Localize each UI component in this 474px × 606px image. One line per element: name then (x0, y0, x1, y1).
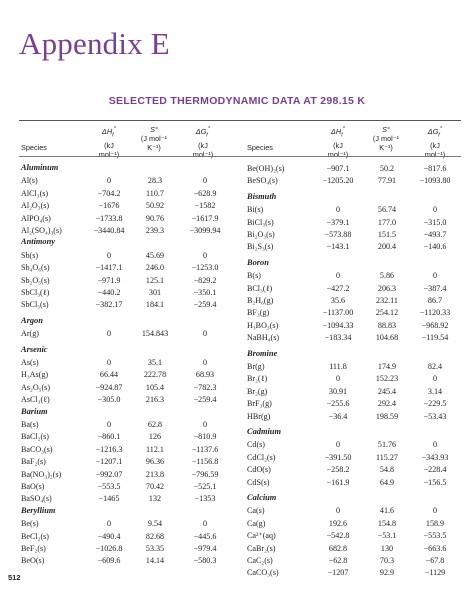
species-cell: BaCl₂(s) (21, 432, 50, 442)
section-title: SELECTED THERMODYNAMIC DATA AT 298.15 K (108, 95, 366, 107)
dh-cell: −1465 (98, 494, 120, 504)
dg-cell: 0 (202, 250, 208, 260)
dh-cell: −971.9 (97, 275, 121, 285)
group-heading: Aluminum (21, 163, 59, 172)
s-cell: 9.54 (147, 519, 163, 529)
dh-cell: −1094.33 (322, 320, 354, 330)
dh-cell: −1733.8 (95, 213, 123, 223)
table-row (247, 386, 461, 398)
dh-cell: −161.9 (326, 477, 350, 487)
table-row (247, 163, 461, 175)
dg-cell: −1137.6 (191, 444, 219, 454)
s-cell: 301 (148, 288, 162, 297)
dh-cell: −1417.1 (95, 263, 123, 273)
table-row (21, 213, 231, 225)
table-row (21, 431, 231, 443)
table-row (21, 419, 231, 431)
dg-cell: 0 (202, 519, 208, 529)
table-row (21, 382, 231, 394)
species-cell: BaCO₃(s) (21, 444, 53, 454)
s-cell: 50.2 (379, 164, 395, 173)
s-cell: 104.68 (375, 333, 399, 343)
dg-cell: −1582 (194, 201, 216, 211)
dg-cell: −156.5 (423, 477, 447, 487)
s-cell: 254.12 (375, 308, 399, 318)
dg-cell: 68.93 (195, 370, 215, 380)
s-cell: 5.86 (379, 271, 395, 281)
header-bottom-rule (19, 156, 461, 157)
table-row (247, 361, 461, 373)
s-cell: 154.843 (141, 329, 169, 339)
table-row (21, 469, 231, 481)
s-cell: 154.8 (377, 518, 397, 528)
dh-cell: 682.8 (328, 543, 348, 553)
s-cell: 292.4 (377, 399, 397, 409)
species-cell: Sb₄O₆(s) (21, 263, 50, 273)
s-cell: 105.4 (145, 382, 165, 392)
dh-cell: −704.2 (97, 188, 121, 198)
species-cell: AlPO₄(s) (21, 213, 51, 223)
dg-cell: −228.4 (423, 465, 447, 475)
dh-cell: −1216.3 (95, 444, 123, 454)
species-cell: Ca(s) (247, 506, 265, 516)
dg-cell: −1156.8 (191, 457, 219, 467)
dh-cell: −1205.20 (322, 176, 354, 186)
s-cell: 184.1 (145, 300, 165, 310)
dh-cell: 0 (106, 358, 112, 367)
table-row (21, 394, 231, 406)
s-cell: 90.76 (145, 213, 165, 223)
species-cell: CaBr₂(s) (247, 543, 276, 553)
species-cell: BeCl₂(s) (21, 531, 50, 541)
species-cell: Br₂(g) (247, 386, 268, 396)
s-cell: 126 (148, 432, 162, 442)
dg-cell: 0 (432, 440, 438, 450)
s-cell: 222.78 (143, 370, 167, 380)
s-cell: 198.59 (375, 411, 399, 421)
dh-cell: −609.6 (97, 556, 121, 566)
dg-cell: −817.6 (423, 164, 447, 173)
table-row (247, 270, 461, 282)
table-top-rule (19, 120, 461, 121)
species-cell: Al(s) (21, 176, 38, 186)
table-row (247, 518, 461, 530)
dh-header-left: $\Delta H_f^\circ$ (kJ mol⁻¹) (98, 126, 120, 159)
dg-header-right: $\Delta G_f^\circ$ (kJ mol⁻¹) (424, 126, 446, 159)
species-cell: BeF₂(s) (21, 544, 46, 553)
s-cell: 177.0 (377, 217, 397, 227)
table-row (21, 369, 231, 381)
dg-cell: −119.54 (421, 333, 449, 343)
dh-cell: −62.8 (328, 556, 348, 565)
species-cell: Br(g) (247, 362, 265, 371)
dh-cell: 0 (106, 420, 112, 429)
dg-cell: −663.6 (423, 543, 447, 553)
dh-cell: 0 (106, 176, 112, 186)
s-cell: 35.1 (147, 358, 163, 367)
table-row (21, 555, 231, 567)
species-cell: CdCl₂(s) (247, 452, 276, 462)
species-cell: Ba(NO₃)₂(s) (21, 469, 62, 479)
dh-cell: 0 (335, 205, 341, 215)
table-row (21, 543, 231, 555)
species-cell: Sb₂O₅(s) (21, 275, 50, 285)
s-cell: 88.83 (377, 320, 397, 330)
species-cell: BiCl₃(s) (247, 217, 274, 227)
dg-cell: −782.3 (193, 382, 217, 392)
dh-cell: 0 (106, 250, 112, 260)
table-row (247, 543, 461, 555)
dg-cell: −1353 (194, 494, 216, 504)
dg-cell: −968.92 (421, 320, 449, 330)
s-cell: 70.3 (379, 556, 395, 565)
species-cell: BeSO₄(s) (247, 176, 278, 186)
table-row (21, 493, 231, 505)
species-cell: As₂O₅(s) (21, 382, 51, 392)
dg-cell: −810.9 (193, 432, 217, 442)
group-heading: Argon (21, 315, 43, 325)
s-cell: 130 (380, 543, 394, 553)
dh-cell: 0 (106, 329, 112, 339)
dh-cell: 0 (335, 440, 341, 450)
species-cell: BF₃(g) (247, 308, 270, 318)
s-cell: 70.42 (145, 482, 165, 491)
dg-cell: −387.4 (423, 283, 447, 293)
species-cell: CaCO₃(s) (247, 568, 279, 578)
species-cell: Br₂(ℓ) (247, 374, 268, 384)
dg-cell: −3099.94 (189, 226, 221, 235)
table-row (247, 307, 461, 319)
table-row (247, 452, 461, 464)
dh-cell: −379.1 (326, 217, 350, 227)
page-number: 512 (8, 573, 21, 582)
table-row (21, 175, 231, 187)
species-cell: B(s) (247, 271, 261, 281)
s-cell: 174.9 (377, 362, 397, 371)
dh-cell: −258.2 (326, 465, 350, 475)
table-row (21, 200, 231, 212)
dh-cell: −1207 (327, 568, 349, 578)
dh-cell: −143.1 (326, 242, 350, 252)
dh-cell: −860.1 (97, 432, 121, 442)
s-cell: 151.5 (377, 230, 397, 239)
s-cell: 245.4 (377, 386, 397, 396)
table-row (247, 505, 461, 517)
species-cell: Bi₂S₃(s) (247, 242, 274, 252)
dh-cell: −1137.00 (322, 308, 354, 318)
dg-cell: −259.4 (193, 395, 217, 405)
group-heading: Arsenic (21, 344, 48, 354)
species-cell: BCl₃(ℓ) (247, 283, 273, 293)
dg-cell: 158.9 (425, 518, 445, 528)
group-heading: Boron (247, 257, 269, 267)
species-cell: Ca²⁺(aq) (247, 531, 276, 541)
s-cell: 53.35 (145, 544, 165, 553)
s-cell: 51.76 (377, 440, 397, 450)
dh-cell: −1026.8 (95, 544, 123, 553)
table-row (247, 217, 461, 229)
dg-cell: 86.7 (427, 296, 443, 305)
dg-cell: −350.1 (193, 288, 217, 297)
table-row (21, 328, 231, 340)
s-cell: 239.3 (145, 226, 165, 235)
table-row (21, 275, 231, 287)
dg-cell: −628.9 (193, 188, 217, 198)
species-cell: CdO(s) (247, 465, 271, 475)
dg-cell: −525.1 (193, 482, 217, 491)
s-cell: 246.0 (145, 263, 165, 273)
table-row (247, 411, 461, 423)
s-cell: 112.1 (146, 444, 164, 454)
table-row (247, 241, 461, 253)
dh-cell: −924.87 (95, 382, 123, 392)
species-cell: As(s) (21, 358, 39, 367)
dg-cell: −796.59 (191, 469, 219, 479)
s-cell: 200.4 (377, 242, 397, 252)
species-header-right: Species (247, 143, 273, 152)
table-row (21, 250, 231, 262)
s-cell: 152.23 (375, 374, 399, 384)
s-cell: 110.7 (146, 188, 164, 198)
table-row (21, 299, 231, 311)
dg-cell: 0 (432, 205, 438, 215)
s-cell: 213.8 (145, 469, 165, 479)
dg-cell: 0 (432, 506, 438, 516)
dh-cell: −542.8 (326, 531, 350, 541)
s-cell: 77.91 (377, 176, 397, 186)
species-cell: BrF₃(g) (247, 399, 272, 409)
table-row (21, 262, 231, 274)
dh-cell: −427.2 (326, 283, 350, 293)
s-header-right: S° (J mol⁻¹ K⁻¹) (372, 125, 400, 152)
species-cell: Bi₂O₃(s) (247, 230, 275, 239)
group-heading: Beryllium (21, 505, 56, 515)
s-header-left: S° (J mol⁻¹ K⁻¹) (140, 125, 168, 152)
species-cell: SbCl₃(ℓ) (21, 288, 50, 297)
s-cell: 64.9 (379, 477, 395, 487)
dg-cell: 3.14 (427, 386, 443, 396)
dg-cell: −445.6 (193, 531, 217, 541)
s-cell: 92.9 (379, 568, 395, 578)
dh-cell: −305.0 (97, 395, 121, 405)
table-row (247, 175, 461, 187)
s-cell: 125.1 (145, 275, 165, 285)
group-heading: Calcium (247, 493, 277, 502)
species-cell: BaSO₄(s) (21, 494, 52, 504)
species-cell: Cd(s) (247, 440, 265, 450)
table-row (247, 373, 461, 385)
dg-cell: −1093.80 (419, 176, 451, 186)
dh-cell: −382.17 (95, 300, 123, 310)
species-cell: Ba(s) (21, 420, 39, 429)
s-cell: 132 (148, 494, 162, 504)
species-cell: BeO(s) (21, 556, 45, 566)
s-cell: 14.14 (145, 556, 165, 566)
dg-cell: 0 (432, 374, 438, 384)
table-row (247, 320, 461, 332)
s-cell: 96.36 (145, 457, 165, 467)
species-cell: AlCl₃(s) (21, 188, 49, 198)
dg-cell: −140.6 (423, 242, 447, 252)
s-cell: 45.69 (145, 250, 165, 260)
s-cell: 50.92 (145, 201, 165, 211)
table-row (21, 531, 231, 543)
dh-cell: −183.34 (324, 333, 352, 343)
appendix-title: Appendix E (19, 26, 170, 61)
dh-cell: −1676 (98, 201, 120, 211)
table-row (247, 555, 461, 567)
species-cell: Sb(s) (21, 250, 39, 260)
group-heading: Bismuth (247, 191, 277, 201)
species-cell: SbCl₅(s) (21, 300, 49, 310)
species-cell: H₃As(g) (21, 370, 49, 380)
species-cell: AsCl₃(ℓ) (21, 395, 50, 405)
dh-cell: −36.4 (328, 411, 348, 421)
s-cell: 41.6 (379, 506, 395, 516)
table-row (247, 439, 461, 451)
dg-cell: −553.5 (423, 531, 447, 541)
dg-header-left: $\Delta G_f^\circ$ (kJ mol⁻¹) (192, 126, 214, 159)
dh-cell: −490.4 (97, 531, 121, 541)
dh-cell: 192.6 (328, 518, 348, 528)
dg-cell: −1129 (424, 568, 446, 578)
table-row (247, 332, 461, 344)
species-cell: Be(s) (21, 519, 39, 529)
dh-cell: 35.6 (330, 296, 346, 305)
dh-cell: −573.88 (324, 230, 352, 239)
s-cell: −53.1 (377, 531, 397, 541)
table-row (21, 481, 231, 493)
species-cell: HBr(g) (247, 411, 271, 421)
species-cell: NaBH₄(s) (247, 333, 280, 343)
table-row (247, 204, 461, 216)
dg-cell: −259.4 (193, 300, 217, 310)
dh-cell: −255.6 (326, 399, 350, 409)
table-row (247, 283, 461, 295)
table-row (247, 398, 461, 410)
table-row (21, 357, 231, 369)
dg-cell: −580.3 (193, 556, 217, 566)
s-cell: 28.3 (147, 176, 163, 186)
dh-cell: −553.5 (97, 482, 121, 491)
dg-cell: −1253.0 (191, 263, 219, 273)
table-row (21, 225, 231, 237)
table-row (247, 295, 461, 307)
dg-cell: −1120.33 (419, 308, 451, 318)
dg-cell: 0 (432, 271, 438, 281)
species-cell: Bi(s) (247, 205, 264, 215)
group-heading: Barium (21, 406, 48, 416)
group-heading: Antimony (21, 237, 55, 247)
dg-cell: −53.43 (423, 411, 447, 421)
species-cell: Al₂O₃(s) (21, 201, 50, 211)
dh-cell: 30.91 (328, 386, 348, 396)
dh-header-right: $\Delta H_f^\circ$ (kJ mol⁻¹) (327, 126, 349, 159)
species-cell: B₂H₆(g) (247, 296, 274, 305)
table-row (247, 530, 461, 542)
dh-cell: 111.8 (329, 362, 347, 371)
dg-cell: −67.8 (425, 556, 445, 565)
dg-cell: 82.4 (427, 362, 443, 371)
species-cell: Ca(g) (247, 518, 266, 528)
s-cell: 206.3 (377, 283, 397, 293)
table-row (247, 464, 461, 476)
dg-cell: −829.2 (193, 275, 217, 285)
species-header-left: Species (21, 143, 47, 152)
s-cell: 115.27 (376, 452, 398, 462)
dg-cell: 0 (202, 176, 208, 186)
dg-cell: 0 (202, 358, 208, 367)
dg-cell: −343.93 (421, 452, 449, 462)
s-cell: 54.8 (379, 465, 395, 475)
dh-cell: −1207.1 (95, 457, 123, 467)
dg-cell: −315.0 (423, 217, 447, 227)
table-row (21, 518, 231, 530)
species-cell: BaF₂(s) (21, 457, 46, 467)
table-row (21, 188, 231, 200)
dh-cell: 0 (335, 506, 341, 516)
dh-cell: −907.1 (326, 164, 350, 173)
dg-cell: −493.7 (423, 230, 447, 239)
table-row (21, 287, 231, 299)
table-row (247, 477, 461, 489)
table-row (21, 444, 231, 456)
species-cell: Al₂(SO₄)₃(s) (21, 226, 62, 235)
dh-cell: 0 (335, 374, 341, 384)
s-cell: 82.68 (145, 531, 165, 541)
species-cell: CdS(s) (247, 477, 270, 487)
dh-cell: −440.2 (97, 288, 121, 297)
s-cell: 232.11 (376, 296, 398, 305)
dh-cell: 0 (106, 519, 112, 529)
s-cell: 56.74 (377, 205, 397, 215)
dg-cell: 0 (202, 329, 208, 339)
species-cell: Be(OH)₂(s) (247, 164, 285, 173)
dh-cell: 66.44 (99, 370, 119, 380)
dh-cell: −992.07 (95, 469, 123, 479)
species-cell: Ar(g) (21, 329, 39, 339)
dg-cell: −1617.9 (191, 213, 219, 223)
group-heading: Cadmium (247, 427, 281, 436)
group-heading: Bromine (247, 348, 278, 358)
table-row (247, 567, 461, 579)
table-row (21, 456, 231, 468)
s-cell: 216.3 (145, 395, 165, 405)
species-cell: CaC₂(s) (247, 556, 273, 565)
table-row (247, 229, 461, 241)
species-cell: BaO(s) (21, 482, 45, 491)
dg-cell: −229.5 (423, 399, 447, 409)
dg-cell: −979.4 (193, 544, 217, 553)
dh-cell: 0 (335, 271, 341, 281)
dh-cell: −3440.84 (93, 226, 125, 235)
dg-cell: 0 (202, 420, 208, 429)
species-cell: H₃BO₃(s) (247, 320, 279, 330)
dh-cell: −391.50 (324, 452, 352, 462)
s-cell: 62.8 (147, 420, 163, 429)
